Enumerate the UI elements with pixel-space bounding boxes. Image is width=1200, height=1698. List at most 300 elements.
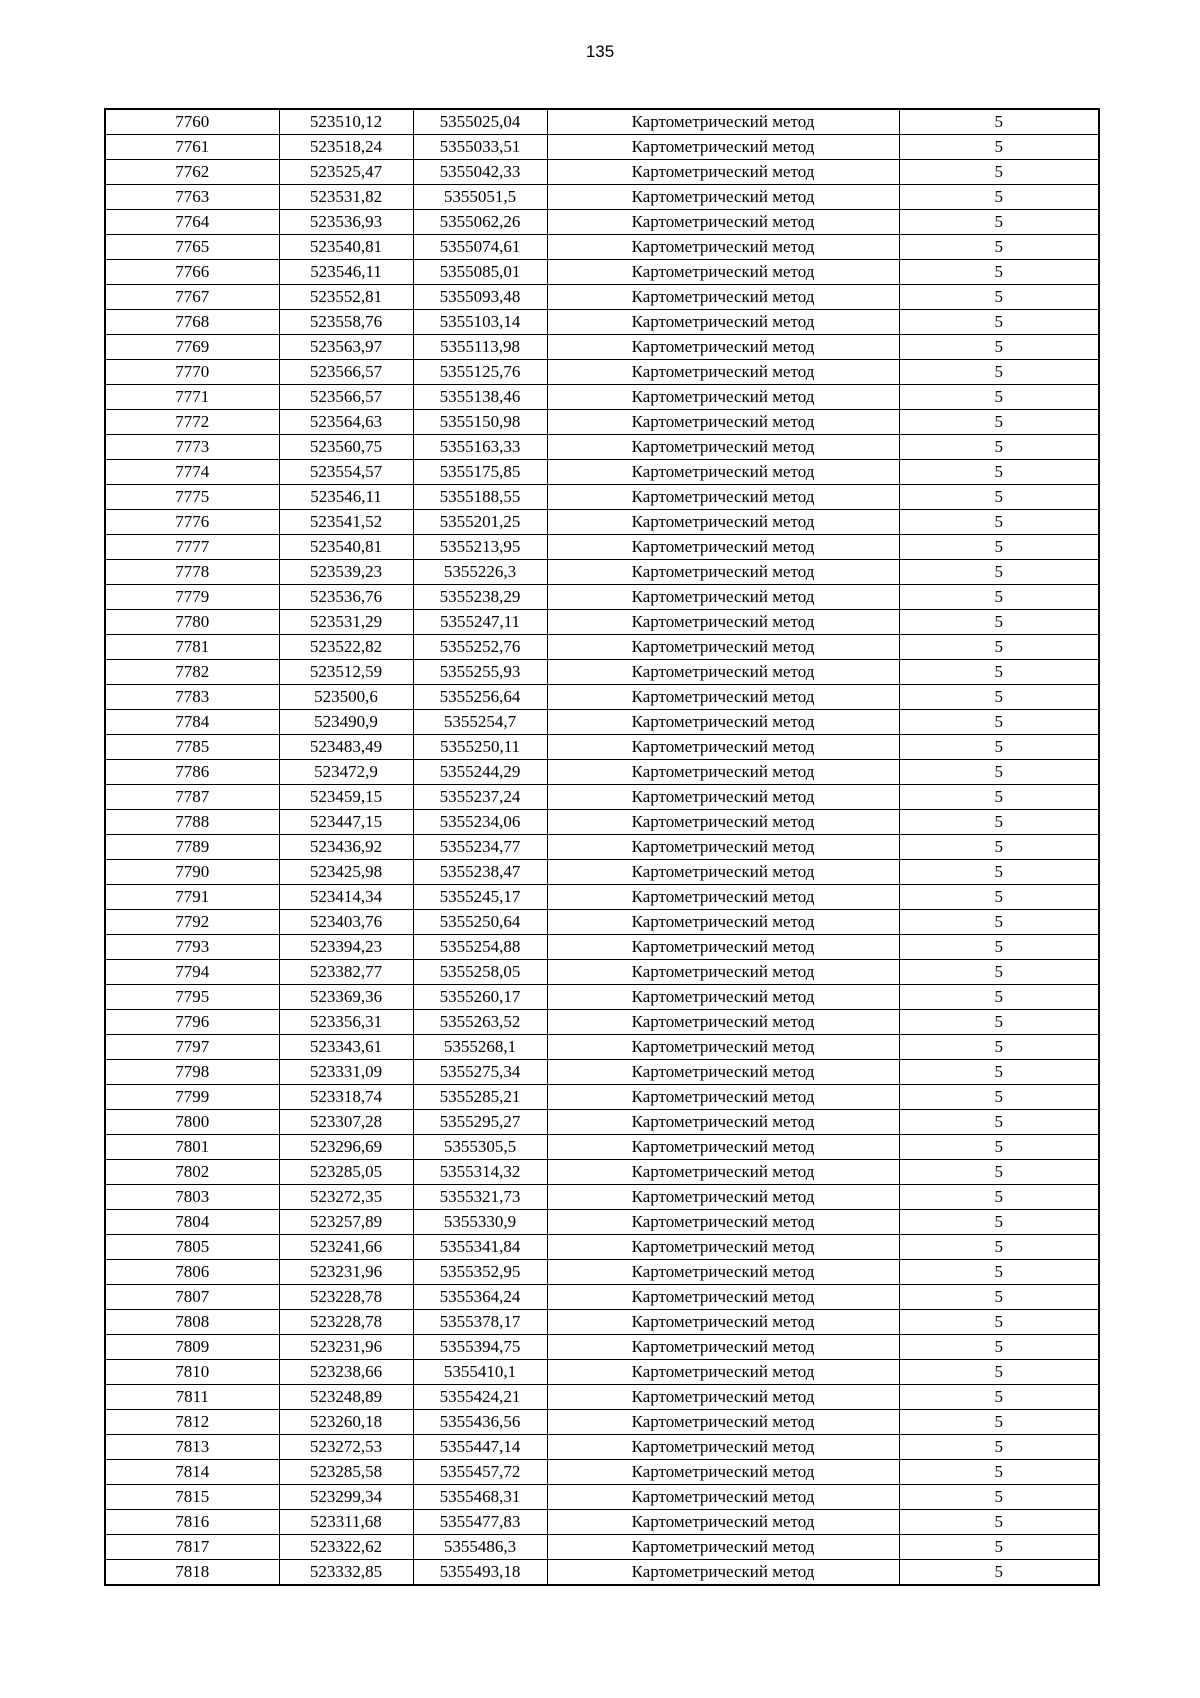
point-number-cell: 7814	[105, 1460, 279, 1485]
x-coordinate-cell: 523546,11	[279, 260, 413, 285]
point-number-cell: 7780	[105, 610, 279, 635]
table-row	[105, 1360, 1099, 1385]
method-cell: Картометрический метод	[547, 185, 899, 210]
method-cell: Картометрический метод	[547, 685, 899, 710]
method-cell: Картометрический метод	[547, 510, 899, 535]
method-cell: Картометрический метод	[547, 1110, 899, 1135]
point-number-cell: 7778	[105, 560, 279, 585]
method-cell: Картометрический метод	[547, 1235, 899, 1260]
point-number-cell: 7776	[105, 510, 279, 535]
accuracy-cell: 5	[899, 685, 1099, 710]
point-number-cell: 7768	[105, 310, 279, 335]
table-row	[105, 1135, 1099, 1160]
x-coordinate-cell: 523472,9	[279, 760, 413, 785]
y-coordinate-cell: 5355250,64	[413, 910, 547, 935]
table-row	[105, 1310, 1099, 1335]
table-row	[105, 860, 1099, 885]
x-coordinate-cell: 523307,28	[279, 1110, 413, 1135]
table-row	[105, 185, 1099, 210]
point-number-cell: 7811	[105, 1385, 279, 1410]
method-cell: Картометрический метод	[547, 1185, 899, 1210]
x-coordinate-cell: 523241,66	[279, 1235, 413, 1260]
accuracy-cell: 5	[899, 1360, 1099, 1385]
y-coordinate-cell: 5355188,55	[413, 485, 547, 510]
x-coordinate-cell: 523425,98	[279, 860, 413, 885]
y-coordinate-cell: 5355213,95	[413, 535, 547, 560]
table-row	[105, 710, 1099, 735]
point-number-cell: 7777	[105, 535, 279, 560]
accuracy-cell: 5	[899, 1410, 1099, 1435]
y-coordinate-cell: 5355410,1	[413, 1360, 547, 1385]
method-cell: Картометрический метод	[547, 960, 899, 985]
point-number-cell: 7782	[105, 660, 279, 685]
y-coordinate-cell: 5355477,83	[413, 1510, 547, 1535]
point-number-cell: 7800	[105, 1110, 279, 1135]
method-cell: Картометрический метод	[547, 785, 899, 810]
method-cell: Картометрический метод	[547, 860, 899, 885]
y-coordinate-cell: 5355247,11	[413, 610, 547, 635]
method-cell: Картометрический метод	[547, 760, 899, 785]
x-coordinate-cell: 523394,23	[279, 935, 413, 960]
x-coordinate-cell: 523356,31	[279, 1010, 413, 1035]
table-row	[105, 785, 1099, 810]
point-number-cell: 7760	[105, 109, 279, 135]
accuracy-cell: 5	[899, 109, 1099, 135]
method-cell: Картометрический метод	[547, 910, 899, 935]
method-cell: Картометрический метод	[547, 485, 899, 510]
table-row	[105, 835, 1099, 860]
x-coordinate-cell: 523518,24	[279, 135, 413, 160]
method-cell: Картометрический метод	[547, 535, 899, 560]
x-coordinate-cell: 523564,63	[279, 410, 413, 435]
x-coordinate-cell: 523525,47	[279, 160, 413, 185]
table-row	[105, 460, 1099, 485]
x-coordinate-cell: 523369,36	[279, 985, 413, 1010]
method-cell: Картометрический метод	[547, 1360, 899, 1385]
y-coordinate-cell: 5355330,9	[413, 1210, 547, 1235]
x-coordinate-cell: 523563,97	[279, 335, 413, 360]
x-coordinate-cell: 523231,96	[279, 1335, 413, 1360]
y-coordinate-cell: 5355258,05	[413, 960, 547, 985]
accuracy-cell: 5	[899, 360, 1099, 385]
method-cell: Картометрический метод	[547, 1210, 899, 1235]
table-row	[105, 1435, 1099, 1460]
table-row	[105, 1560, 1099, 1586]
accuracy-cell: 5	[899, 485, 1099, 510]
table-row	[105, 535, 1099, 560]
table-row	[105, 910, 1099, 935]
accuracy-cell: 5	[899, 1435, 1099, 1460]
x-coordinate-cell: 523447,15	[279, 810, 413, 835]
method-cell: Картометрический метод	[547, 1435, 899, 1460]
accuracy-cell: 5	[899, 185, 1099, 210]
table-row	[105, 960, 1099, 985]
x-coordinate-cell: 523343,61	[279, 1035, 413, 1060]
accuracy-cell: 5	[899, 660, 1099, 685]
y-coordinate-cell: 5355436,56	[413, 1410, 547, 1435]
method-cell: Картометрический метод	[547, 360, 899, 385]
y-coordinate-cell: 5355244,29	[413, 760, 547, 785]
y-coordinate-cell: 5355234,77	[413, 835, 547, 860]
point-number-cell: 7792	[105, 910, 279, 935]
method-cell: Картометрический метод	[547, 1135, 899, 1160]
y-coordinate-cell: 5355103,14	[413, 310, 547, 335]
table-row	[105, 935, 1099, 960]
point-number-cell: 7808	[105, 1310, 279, 1335]
x-coordinate-cell: 523539,23	[279, 560, 413, 585]
table-row	[105, 735, 1099, 760]
y-coordinate-cell: 5355042,33	[413, 160, 547, 185]
point-number-cell: 7788	[105, 810, 279, 835]
method-cell: Картометрический метод	[547, 1535, 899, 1560]
method-cell: Картометрический метод	[547, 235, 899, 260]
x-coordinate-cell: 523231,96	[279, 1260, 413, 1285]
x-coordinate-cell: 523248,89	[279, 1385, 413, 1410]
y-coordinate-cell: 5355245,17	[413, 885, 547, 910]
accuracy-cell: 5	[899, 310, 1099, 335]
coordinates-table-body	[105, 109, 1099, 1585]
point-number-cell: 7807	[105, 1285, 279, 1310]
x-coordinate-cell: 523483,49	[279, 735, 413, 760]
x-coordinate-cell: 523490,9	[279, 710, 413, 735]
point-number-cell: 7817	[105, 1535, 279, 1560]
table-row	[105, 510, 1099, 535]
table-row	[105, 385, 1099, 410]
method-cell: Картометрический метод	[547, 1460, 899, 1485]
point-number-cell: 7818	[105, 1560, 279, 1586]
table-row	[105, 410, 1099, 435]
accuracy-cell: 5	[899, 960, 1099, 985]
y-coordinate-cell: 5355268,1	[413, 1035, 547, 1060]
method-cell: Картометрический метод	[547, 1010, 899, 1035]
accuracy-cell: 5	[899, 460, 1099, 485]
table-row	[105, 1110, 1099, 1135]
x-coordinate-cell: 523500,6	[279, 685, 413, 710]
point-number-cell: 7767	[105, 285, 279, 310]
accuracy-cell: 5	[899, 285, 1099, 310]
method-cell: Картометрический метод	[547, 460, 899, 485]
point-number-cell: 7770	[105, 360, 279, 385]
y-coordinate-cell: 5355275,34	[413, 1060, 547, 1085]
x-coordinate-cell: 523285,58	[279, 1460, 413, 1485]
y-coordinate-cell: 5355321,73	[413, 1185, 547, 1210]
accuracy-cell: 5	[899, 810, 1099, 835]
y-coordinate-cell: 5355238,29	[413, 585, 547, 610]
accuracy-cell: 5	[899, 1210, 1099, 1235]
accuracy-cell: 5	[899, 760, 1099, 785]
x-coordinate-cell: 523510,12	[279, 109, 413, 135]
x-coordinate-cell: 523558,76	[279, 310, 413, 335]
x-coordinate-cell: 523536,93	[279, 210, 413, 235]
accuracy-cell: 5	[899, 610, 1099, 635]
method-cell: Картометрический метод	[547, 1385, 899, 1410]
x-coordinate-cell: 523238,66	[279, 1360, 413, 1385]
x-coordinate-cell: 523540,81	[279, 535, 413, 560]
table-row	[105, 1285, 1099, 1310]
accuracy-cell: 5	[899, 1535, 1099, 1560]
point-number-cell: 7779	[105, 585, 279, 610]
method-cell: Картометрический метод	[547, 1160, 899, 1185]
accuracy-cell: 5	[899, 1335, 1099, 1360]
y-coordinate-cell: 5355238,47	[413, 860, 547, 885]
y-coordinate-cell: 5355125,76	[413, 360, 547, 385]
y-coordinate-cell: 5355256,64	[413, 685, 547, 710]
point-number-cell: 7765	[105, 235, 279, 260]
accuracy-cell: 5	[899, 910, 1099, 935]
y-coordinate-cell: 5355237,24	[413, 785, 547, 810]
method-cell: Картометрический метод	[547, 1060, 899, 1085]
method-cell: Картометрический метод	[547, 1035, 899, 1060]
method-cell: Картометрический метод	[547, 1260, 899, 1285]
table-row	[105, 1510, 1099, 1535]
point-number-cell: 7801	[105, 1135, 279, 1160]
method-cell: Картометрический метод	[547, 109, 899, 135]
table-row	[105, 560, 1099, 585]
table-row	[105, 1460, 1099, 1485]
method-cell: Картометрический метод	[547, 310, 899, 335]
method-cell: Картометрический метод	[547, 885, 899, 910]
point-number-cell: 7764	[105, 210, 279, 235]
x-coordinate-cell: 523531,29	[279, 610, 413, 635]
point-number-cell: 7813	[105, 1435, 279, 1460]
y-coordinate-cell: 5355394,75	[413, 1335, 547, 1360]
accuracy-cell: 5	[899, 835, 1099, 860]
method-cell: Картометрический метод	[547, 985, 899, 1010]
y-coordinate-cell: 5355254,88	[413, 935, 547, 960]
accuracy-cell: 5	[899, 735, 1099, 760]
table-row	[105, 1410, 1099, 1435]
point-number-cell: 7816	[105, 1510, 279, 1535]
accuracy-cell: 5	[899, 1385, 1099, 1410]
accuracy-cell: 5	[899, 385, 1099, 410]
table-row	[105, 235, 1099, 260]
accuracy-cell: 5	[899, 260, 1099, 285]
accuracy-cell: 5	[899, 1285, 1099, 1310]
page-number: 135	[585, 42, 615, 61]
table-row	[105, 1185, 1099, 1210]
x-coordinate-cell: 523332,85	[279, 1560, 413, 1586]
method-cell: Картометрический метод	[547, 410, 899, 435]
accuracy-cell: 5	[899, 510, 1099, 535]
accuracy-cell: 5	[899, 585, 1099, 610]
method-cell: Картометрический метод	[547, 810, 899, 835]
method-cell: Картометрический метод	[547, 135, 899, 160]
x-coordinate-cell: 523257,89	[279, 1210, 413, 1235]
point-number-cell: 7763	[105, 185, 279, 210]
table-row	[105, 885, 1099, 910]
accuracy-cell: 5	[899, 635, 1099, 660]
x-coordinate-cell: 523296,69	[279, 1135, 413, 1160]
point-number-cell: 7772	[105, 410, 279, 435]
accuracy-cell: 5	[899, 1060, 1099, 1085]
x-coordinate-cell: 523560,75	[279, 435, 413, 460]
y-coordinate-cell: 5355314,32	[413, 1160, 547, 1185]
method-cell: Картометрический метод	[547, 560, 899, 585]
x-coordinate-cell: 523546,11	[279, 485, 413, 510]
x-coordinate-cell: 523311,68	[279, 1510, 413, 1535]
point-number-cell: 7787	[105, 785, 279, 810]
accuracy-cell: 5	[899, 210, 1099, 235]
table-row	[105, 1010, 1099, 1035]
accuracy-cell: 5	[899, 985, 1099, 1010]
point-number-cell: 7784	[105, 710, 279, 735]
accuracy-cell: 5	[899, 135, 1099, 160]
accuracy-cell: 5	[899, 435, 1099, 460]
table-row	[105, 335, 1099, 360]
y-coordinate-cell: 5355175,85	[413, 460, 547, 485]
point-number-cell: 7794	[105, 960, 279, 985]
table-row	[105, 635, 1099, 660]
x-coordinate-cell: 523554,57	[279, 460, 413, 485]
y-coordinate-cell: 5355201,25	[413, 510, 547, 535]
y-coordinate-cell: 5355341,84	[413, 1235, 547, 1260]
table-row	[105, 1035, 1099, 1060]
method-cell: Картометрический метод	[547, 635, 899, 660]
table-row	[105, 660, 1099, 685]
table-row	[105, 1535, 1099, 1560]
accuracy-cell: 5	[899, 1235, 1099, 1260]
table-row	[105, 1335, 1099, 1360]
point-number-cell: 7786	[105, 760, 279, 785]
accuracy-cell: 5	[899, 1110, 1099, 1135]
x-coordinate-cell: 523331,09	[279, 1060, 413, 1085]
y-coordinate-cell: 5355263,52	[413, 1010, 547, 1035]
y-coordinate-cell: 5355493,18	[413, 1560, 547, 1586]
method-cell: Картометрический метод	[547, 1485, 899, 1510]
method-cell: Картометрический метод	[547, 385, 899, 410]
y-coordinate-cell: 5355234,06	[413, 810, 547, 835]
y-coordinate-cell: 5355093,48	[413, 285, 547, 310]
y-coordinate-cell: 5355051,5	[413, 185, 547, 210]
accuracy-cell: 5	[899, 410, 1099, 435]
point-number-cell: 7775	[105, 485, 279, 510]
x-coordinate-cell: 523566,57	[279, 360, 413, 385]
point-number-cell: 7790	[105, 860, 279, 885]
point-number-cell: 7773	[105, 435, 279, 460]
point-number-cell: 7774	[105, 460, 279, 485]
table-row	[105, 1235, 1099, 1260]
x-coordinate-cell: 523260,18	[279, 1410, 413, 1435]
accuracy-cell: 5	[899, 335, 1099, 360]
accuracy-cell: 5	[899, 710, 1099, 735]
accuracy-cell: 5	[899, 785, 1099, 810]
y-coordinate-cell: 5355295,27	[413, 1110, 547, 1135]
y-coordinate-cell: 5355254,7	[413, 710, 547, 735]
table-row	[105, 260, 1099, 285]
point-number-cell: 7789	[105, 835, 279, 860]
method-cell: Картометрический метод	[547, 285, 899, 310]
point-number-cell: 7781	[105, 635, 279, 660]
y-coordinate-cell: 5355352,95	[413, 1260, 547, 1285]
x-coordinate-cell: 523272,53	[279, 1435, 413, 1460]
x-coordinate-cell: 523318,74	[279, 1085, 413, 1110]
y-coordinate-cell: 5355163,33	[413, 435, 547, 460]
method-cell: Картометрический метод	[547, 835, 899, 860]
table-row	[105, 685, 1099, 710]
point-number-cell: 7793	[105, 935, 279, 960]
y-coordinate-cell: 5355305,5	[413, 1135, 547, 1160]
method-cell: Картометрический метод	[547, 1410, 899, 1435]
y-coordinate-cell: 5355468,31	[413, 1485, 547, 1510]
table-row	[105, 810, 1099, 835]
point-number-cell: 7761	[105, 135, 279, 160]
method-cell: Картометрический метод	[547, 1510, 899, 1535]
table-row	[105, 760, 1099, 785]
accuracy-cell: 5	[899, 1160, 1099, 1185]
y-coordinate-cell: 5355364,24	[413, 1285, 547, 1310]
y-coordinate-cell: 5355025,04	[413, 109, 547, 135]
method-cell: Картометрический метод	[547, 1085, 899, 1110]
x-coordinate-cell: 523536,76	[279, 585, 413, 610]
y-coordinate-cell: 5355447,14	[413, 1435, 547, 1460]
y-coordinate-cell: 5355252,76	[413, 635, 547, 660]
x-coordinate-cell: 523382,77	[279, 960, 413, 985]
method-cell: Картометрический метод	[547, 1310, 899, 1335]
x-coordinate-cell: 523228,78	[279, 1310, 413, 1335]
x-coordinate-cell: 523403,76	[279, 910, 413, 935]
table-row	[105, 135, 1099, 160]
accuracy-cell: 5	[899, 1460, 1099, 1485]
accuracy-cell: 5	[899, 1260, 1099, 1285]
method-cell: Картометрический метод	[547, 735, 899, 760]
table-row	[105, 1160, 1099, 1185]
y-coordinate-cell: 5355255,93	[413, 660, 547, 685]
point-number-cell: 7810	[105, 1360, 279, 1385]
x-coordinate-cell: 523322,62	[279, 1535, 413, 1560]
x-coordinate-cell: 523541,52	[279, 510, 413, 535]
point-number-cell: 7762	[105, 160, 279, 185]
point-number-cell: 7805	[105, 1235, 279, 1260]
method-cell: Картометрический метод	[547, 210, 899, 235]
accuracy-cell: 5	[899, 1185, 1099, 1210]
point-number-cell: 7802	[105, 1160, 279, 1185]
method-cell: Картометрический метод	[547, 1285, 899, 1310]
coordinates-table	[104, 108, 1100, 1586]
table-row	[105, 1485, 1099, 1510]
method-cell: Картометрический метод	[547, 435, 899, 460]
accuracy-cell: 5	[899, 885, 1099, 910]
point-number-cell: 7806	[105, 1260, 279, 1285]
point-number-cell: 7804	[105, 1210, 279, 1235]
accuracy-cell: 5	[899, 1135, 1099, 1160]
y-coordinate-cell: 5355113,98	[413, 335, 547, 360]
table-row	[105, 485, 1099, 510]
table-row	[105, 1385, 1099, 1410]
accuracy-cell: 5	[899, 860, 1099, 885]
point-number-cell: 7799	[105, 1085, 279, 1110]
table-row	[105, 310, 1099, 335]
y-coordinate-cell: 5355457,72	[413, 1460, 547, 1485]
point-number-cell: 7815	[105, 1485, 279, 1510]
y-coordinate-cell: 5355378,17	[413, 1310, 547, 1335]
x-coordinate-cell: 523272,35	[279, 1185, 413, 1210]
table-row	[105, 1210, 1099, 1235]
accuracy-cell: 5	[899, 1010, 1099, 1035]
accuracy-cell: 5	[899, 160, 1099, 185]
y-coordinate-cell: 5355285,21	[413, 1085, 547, 1110]
x-coordinate-cell: 523512,59	[279, 660, 413, 685]
table-row	[105, 435, 1099, 460]
accuracy-cell: 5	[899, 1560, 1099, 1586]
x-coordinate-cell: 523285,05	[279, 1160, 413, 1185]
point-number-cell: 7796	[105, 1010, 279, 1035]
method-cell: Картометрический метод	[547, 585, 899, 610]
y-coordinate-cell: 5355250,11	[413, 735, 547, 760]
y-coordinate-cell: 5355085,01	[413, 260, 547, 285]
method-cell: Картометрический метод	[547, 935, 899, 960]
y-coordinate-cell: 5355226,3	[413, 560, 547, 585]
point-number-cell: 7783	[105, 685, 279, 710]
